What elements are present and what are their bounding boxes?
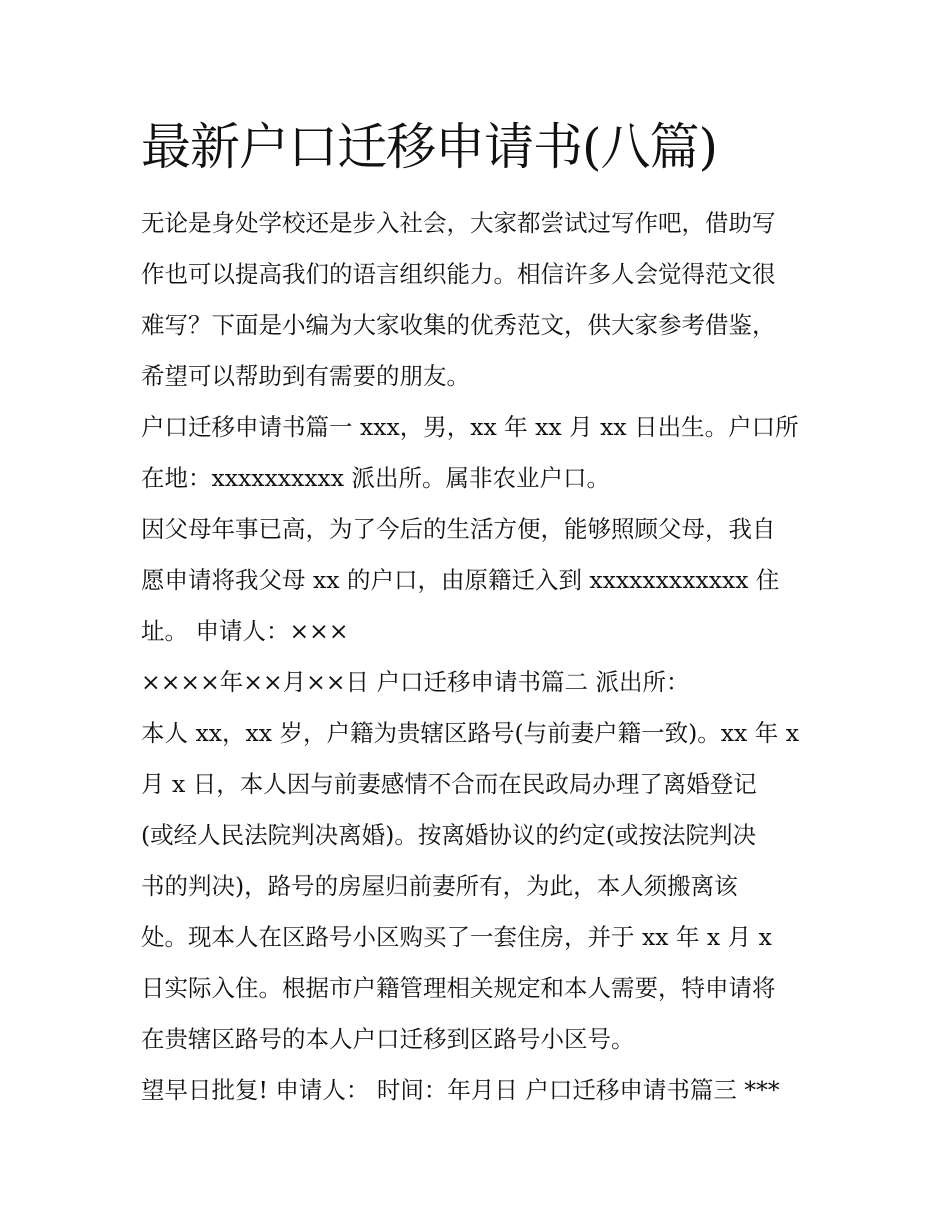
text-line: 因父母年事已高，为了今后的生活方便，能够照顾父母，我自 [141, 515, 776, 543]
date-and-sample-two-heading [141, 657, 816, 708]
text-line: 本人 xx，xx 岁，户籍为贵辖区路号(与前妻户籍一致)。xx 年 x [141, 719, 799, 747]
text-line: (或经人民法院判决离婚)。按离婚协议的约定(或按法院判决 [141, 821, 757, 849]
text-line: 愿申请将我父母 xx 的户口，由原籍迁入到 xxxxxxxxxxxx 住 [141, 566, 780, 594]
text-line: 书的判决)，路号的房屋归前妻所有，为此，本人须搬离该 [141, 872, 738, 900]
text-line: ××××年××月××日 户口迁移申请书篇二 派出所： [141, 668, 690, 696]
text-line: 址。 申请人：××× [141, 617, 349, 645]
sample-two-body-paragraph [141, 708, 816, 1065]
text-line: 希望可以帮助到有需要的朋友。 [141, 362, 470, 390]
document-page [141, 114, 816, 1116]
text-line: 作也可以提高我们的语言组织能力。相信许多人会觉得范文很 [141, 260, 776, 288]
text-line: 难写？下面是小编为大家收集的优秀范文，供大家参考借鉴， [141, 311, 776, 339]
closing-paragraph [141, 1065, 816, 1116]
reason-paragraph [141, 504, 816, 657]
text-line: 望早日批复! 申请人： 时间：年月日 户口迁移申请书篇三 *** [141, 1076, 780, 1104]
sample-one-paragraph [141, 402, 816, 504]
text-line: 无论是身处学校还是步入社会，大家都尝试过写作吧，借助写 [141, 209, 776, 237]
text-line: 户口迁移申请书篇一 xxx，男，xx 年 xx 月 xx 日出生。户口所 [141, 413, 799, 441]
text-line: 在地：xxxxxxxxxx 派出所。属非农业户口。 [141, 464, 611, 492]
text-line: 月 x 日，本人因与前妻感情不合而在民政局办理了离婚登记 [141, 770, 757, 798]
page-title: 最新户口迁移申请书(八篇) [141, 118, 718, 176]
text-line: 日实际入住。根据市户籍管理相关规定和本人需要，特申请将 [141, 974, 776, 1002]
text-line: 在贵辖区路号的本人户口迁移到区路号小区号。 [141, 1025, 635, 1053]
text-line: 处。现本人在区路号小区购买了一套住房，并于 xx 年 x 月 x [141, 923, 772, 951]
intro-paragraph [141, 198, 816, 402]
